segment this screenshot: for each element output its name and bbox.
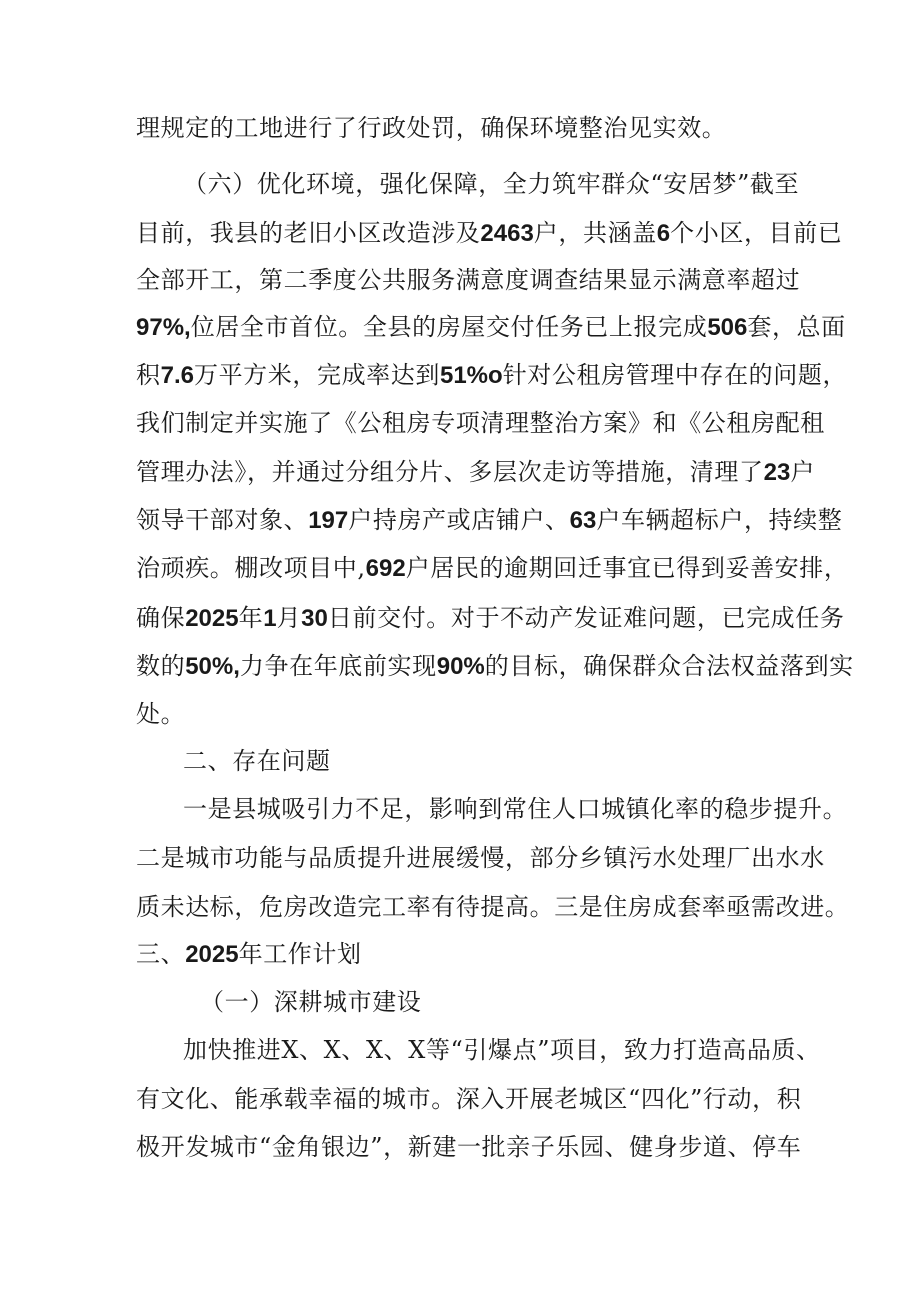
text-line-16: 二是城市功能与品质提升进展缓慢，部分乡镇污水处理厂出水水 <box>136 844 825 872</box>
text-line-3: 目前，我县的老旧小区改造涉及2463户，共涵盖6个小区，目前已 <box>136 219 843 247</box>
text-line-7: 我们制定并实施了《公租房专项清理整治方案》和《公租房配租 <box>136 409 825 437</box>
subsection-heading-city: （一）深耕城市建设 <box>200 988 422 1016</box>
text-line-15: 一是县城吸引力不足，影响到常住人口城镇化率的稳步提升。 <box>183 795 848 823</box>
text-line-21: 有文化、能承载幸福的城市。深入开展老城区“四化”行动，积 <box>136 1085 802 1113</box>
text-line-11: 确保2025年1月30日前交付。对于不动产发证难问题，已完成任务 <box>136 604 845 632</box>
section-heading-plan: 三、2025年工作计划 <box>136 940 362 968</box>
text-line-4: 全部开工，第二季度公共服务满意度调查结果显示满意率超过 <box>136 266 801 294</box>
text-line-13: 处。 <box>136 700 186 728</box>
text-line-6: 积7.6万平方米，完成率达到51%o针对公租房管理中存在的问题， <box>136 361 848 389</box>
text-line-5: 97%,位居全市首位。全县的房屋交付任务已上报完成506套，总面 <box>136 313 846 341</box>
text-line-20: 加快推进X、X、X、X等“引爆点”项目，致力打造高品质、 <box>183 1036 821 1064</box>
text-line-1: 理规定的工地进行了行政处罚，确保环境整治见实效。 <box>136 114 727 142</box>
text-line-17: 质未达标，危房改造完工率有待提高。三是住房成套率亟需改进。 <box>136 893 850 921</box>
section-heading-problems: 二、存在问题 <box>183 747 331 775</box>
text-line-10: 治顽疾。棚改项目中,692户居民的逾期回迁事宜已得到妥善安排， <box>136 554 849 582</box>
text-line-2: （六）优化环境，强化保障，全力筑牢群众“安居梦”截至 <box>183 170 800 198</box>
text-line-22: 极开发城市“金角银边”，新建一批亲子乐园、健身步道、停车 <box>136 1133 802 1161</box>
text-line-9: 领导干部对象、197户持房产或店铺户、63户车辆超标户，持续整 <box>136 506 843 534</box>
text-line-12: 数的50%,力争在年底前实现90%的目标，确保群众合法权益落到实 <box>136 652 854 680</box>
text-line-8: 管理办法》，并通过分组分片、多层次走访等措施，清理了23户 <box>136 458 815 486</box>
